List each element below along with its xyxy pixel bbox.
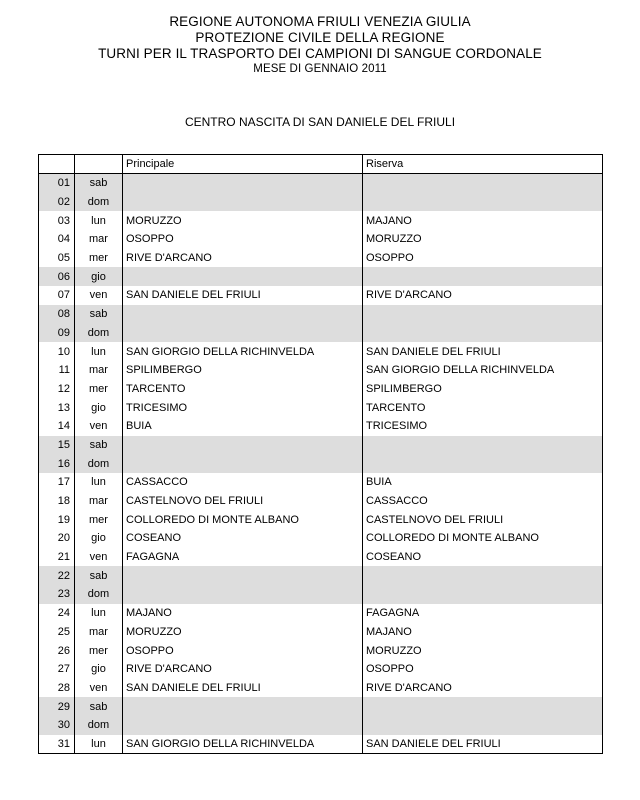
day-number-cell: 31 xyxy=(39,735,75,754)
table-row xyxy=(39,324,603,343)
principale-cell: SAN DANIELE DEL FRIULI xyxy=(123,286,363,305)
table-row xyxy=(39,510,603,529)
day-number-cell: 30 xyxy=(39,716,75,735)
principale-cell xyxy=(123,193,363,212)
principale-cell: SPILIMBERGO xyxy=(123,361,363,380)
day-number-cell: 08 xyxy=(39,305,75,324)
weekday-cell: gio xyxy=(75,398,123,417)
riserva-cell: MAJANO xyxy=(363,623,603,642)
principale-cell: OSOPPO xyxy=(123,641,363,660)
weekday-cell: dom xyxy=(75,716,123,735)
table-row xyxy=(39,267,603,286)
weekday-cell: sab xyxy=(75,697,123,716)
riserva-cell: OSOPPO xyxy=(363,249,603,268)
table-row xyxy=(39,230,603,249)
principale-cell: TARCENTO xyxy=(123,380,363,399)
table-row xyxy=(39,417,603,436)
column-header-riserva: Riserva xyxy=(363,155,603,174)
weekday-cell: dom xyxy=(75,193,123,212)
weekday-cell: mer xyxy=(75,249,123,268)
principale-cell: COSEANO xyxy=(123,529,363,548)
weekday-cell: lun xyxy=(75,342,123,361)
schedule-table xyxy=(38,154,603,754)
weekday-cell: lun xyxy=(75,473,123,492)
weekday-cell: lun xyxy=(75,735,123,754)
day-number-cell: 02 xyxy=(39,193,75,212)
weekday-cell: gio xyxy=(75,529,123,548)
weekday-cell: gio xyxy=(75,267,123,286)
weekday-cell: dom xyxy=(75,324,123,343)
table-row xyxy=(39,305,603,324)
day-number-cell: 19 xyxy=(39,510,75,529)
day-number-cell: 24 xyxy=(39,604,75,623)
table-row xyxy=(39,436,603,455)
day-number-cell: 12 xyxy=(39,380,75,399)
weekday-cell: mar xyxy=(75,361,123,380)
riserva-cell: TRICESIMO xyxy=(363,417,603,436)
table-row xyxy=(39,623,603,642)
principale-cell xyxy=(123,267,363,286)
table-row xyxy=(39,361,603,380)
weekday-cell: mer xyxy=(75,380,123,399)
table-row xyxy=(39,697,603,716)
day-number-cell: 14 xyxy=(39,417,75,436)
table-row xyxy=(39,716,603,735)
day-number-cell: 18 xyxy=(39,492,75,511)
header-month: MESE DI GENNAIO 2011 xyxy=(253,63,387,75)
weekday-cell: mar xyxy=(75,492,123,511)
riserva-cell xyxy=(363,716,603,735)
riserva-cell xyxy=(363,193,603,212)
day-number-cell: 10 xyxy=(39,342,75,361)
weekday-cell: lun xyxy=(75,604,123,623)
table-row xyxy=(39,249,603,268)
riserva-cell: CASTELNOVO DEL FRIULI xyxy=(363,510,603,529)
day-number-cell: 03 xyxy=(39,211,75,230)
principale-cell: MORUZZO xyxy=(123,623,363,642)
day-number-cell: 05 xyxy=(39,249,75,268)
day-number-cell: 01 xyxy=(39,174,75,193)
day-number-cell: 09 xyxy=(39,324,75,343)
riserva-cell xyxy=(363,566,603,585)
weekday-cell: ven xyxy=(75,417,123,436)
principale-cell: OSOPPO xyxy=(123,230,363,249)
riserva-cell xyxy=(363,454,603,473)
table-row xyxy=(39,679,603,698)
principale-cell: COLLOREDO DI MONTE ALBANO xyxy=(123,510,363,529)
weekday-cell: gio xyxy=(75,660,123,679)
riserva-cell xyxy=(363,324,603,343)
principale-cell xyxy=(123,324,363,343)
riserva-cell xyxy=(363,174,603,193)
weekday-cell: sab xyxy=(75,305,123,324)
riserva-cell: MORUZZO xyxy=(363,230,603,249)
column-header-principale: Principale xyxy=(123,155,363,174)
principale-cell xyxy=(123,174,363,193)
table-row xyxy=(39,585,603,604)
table-row xyxy=(39,174,603,193)
riserva-cell: COSEANO xyxy=(363,548,603,567)
principale-cell xyxy=(123,454,363,473)
riserva-cell: FAGAGNA xyxy=(363,604,603,623)
principale-cell xyxy=(123,305,363,324)
riserva-cell xyxy=(363,267,603,286)
day-number-cell: 17 xyxy=(39,473,75,492)
principale-cell: FAGAGNA xyxy=(123,548,363,567)
day-number-cell: 07 xyxy=(39,286,75,305)
weekday-cell: sab xyxy=(75,174,123,193)
principale-cell: RIVE D'ARCANO xyxy=(123,249,363,268)
principale-cell: TRICESIMO xyxy=(123,398,363,417)
day-number-cell: 23 xyxy=(39,585,75,604)
principale-cell: SAN GIORGIO DELLA RICHINVELDA xyxy=(123,342,363,361)
table-row xyxy=(39,548,603,567)
day-number-cell: 27 xyxy=(39,660,75,679)
principale-cell: SAN DANIELE DEL FRIULI xyxy=(123,679,363,698)
principale-cell xyxy=(123,697,363,716)
weekday-cell: mer xyxy=(75,510,123,529)
table-row xyxy=(39,604,603,623)
riserva-cell xyxy=(363,585,603,604)
weekday-cell: dom xyxy=(75,454,123,473)
riserva-cell: RIVE D'ARCANO xyxy=(363,286,603,305)
principale-cell: RIVE D'ARCANO xyxy=(123,660,363,679)
riserva-cell: MAJANO xyxy=(363,211,603,230)
day-number-cell: 04 xyxy=(39,230,75,249)
principale-cell: CASTELNOVO DEL FRIULI xyxy=(123,492,363,511)
day-number-cell: 29 xyxy=(39,697,75,716)
principale-cell xyxy=(123,716,363,735)
weekday-cell: ven xyxy=(75,286,123,305)
riserva-cell xyxy=(363,697,603,716)
principale-cell: MAJANO xyxy=(123,604,363,623)
principale-cell xyxy=(123,585,363,604)
riserva-cell: BUIA xyxy=(363,473,603,492)
riserva-cell xyxy=(363,305,603,324)
day-number-cell: 13 xyxy=(39,398,75,417)
table-row xyxy=(39,342,603,361)
header-title: TURNI PER IL TRASPORTO DEI CAMPIONI DI SANGUE CORDONALE xyxy=(98,46,542,61)
principale-cell: SAN GIORGIO DELLA RICHINVELDA xyxy=(123,735,363,754)
table-row xyxy=(39,193,603,212)
column-header-day xyxy=(39,155,75,174)
principale-cell: CASSACCO xyxy=(123,473,363,492)
riserva-cell: SAN DANIELE DEL FRIULI xyxy=(363,342,603,361)
principale-cell: MORUZZO xyxy=(123,211,363,230)
day-number-cell: 15 xyxy=(39,436,75,455)
day-number-cell: 11 xyxy=(39,361,75,380)
table-row xyxy=(39,473,603,492)
table-row xyxy=(39,492,603,511)
table-row xyxy=(39,529,603,548)
weekday-cell: mar xyxy=(75,623,123,642)
day-number-cell: 26 xyxy=(39,641,75,660)
riserva-cell: SPILIMBERGO xyxy=(363,380,603,399)
day-number-cell: 21 xyxy=(39,548,75,567)
riserva-cell: MORUZZO xyxy=(363,641,603,660)
table-row xyxy=(39,641,603,660)
day-number-cell: 16 xyxy=(39,454,75,473)
weekday-cell: lun xyxy=(75,211,123,230)
birth-center-title: CENTRO NASCITA DI SAN DANIELE DEL FRIULI xyxy=(184,115,456,129)
day-number-cell: 22 xyxy=(39,566,75,585)
principale-cell xyxy=(123,566,363,585)
weekday-cell: mar xyxy=(75,230,123,249)
riserva-cell: TARCENTO xyxy=(363,398,603,417)
weekday-cell: sab xyxy=(75,436,123,455)
principale-cell: BUIA xyxy=(123,417,363,436)
weekday-cell: ven xyxy=(75,548,123,567)
table-row xyxy=(39,286,603,305)
weekday-cell: dom xyxy=(75,585,123,604)
riserva-cell xyxy=(363,436,603,455)
document-header xyxy=(0,14,640,77)
header-department: PROTEZIONE CIVILE DELLA REGIONE xyxy=(195,30,445,45)
table-row xyxy=(39,566,603,585)
day-number-cell: 25 xyxy=(39,623,75,642)
weekday-cell: mer xyxy=(75,641,123,660)
table-row xyxy=(39,398,603,417)
table-row xyxy=(39,660,603,679)
principale-cell xyxy=(123,436,363,455)
weekday-cell: ven xyxy=(75,679,123,698)
riserva-cell: SAN GIORGIO DELLA RICHINVELDA xyxy=(363,361,603,380)
table-row xyxy=(39,211,603,230)
riserva-cell: RIVE D'ARCANO xyxy=(363,679,603,698)
riserva-cell: CASSACCO xyxy=(363,492,603,511)
table-header-row xyxy=(39,155,603,174)
riserva-cell: OSOPPO xyxy=(363,660,603,679)
header-region: REGIONE AUTONOMA FRIULI VENEZIA GIULIA xyxy=(169,14,471,29)
table-row xyxy=(39,380,603,399)
table-row xyxy=(39,454,603,473)
table-row xyxy=(39,735,603,754)
day-number-cell: 28 xyxy=(39,679,75,698)
riserva-cell: SAN DANIELE DEL FRIULI xyxy=(363,735,603,754)
weekday-cell: sab xyxy=(75,566,123,585)
day-number-cell: 06 xyxy=(39,267,75,286)
riserva-cell: COLLOREDO DI MONTE ALBANO xyxy=(363,529,603,548)
column-header-weekday xyxy=(75,155,123,174)
day-number-cell: 20 xyxy=(39,529,75,548)
